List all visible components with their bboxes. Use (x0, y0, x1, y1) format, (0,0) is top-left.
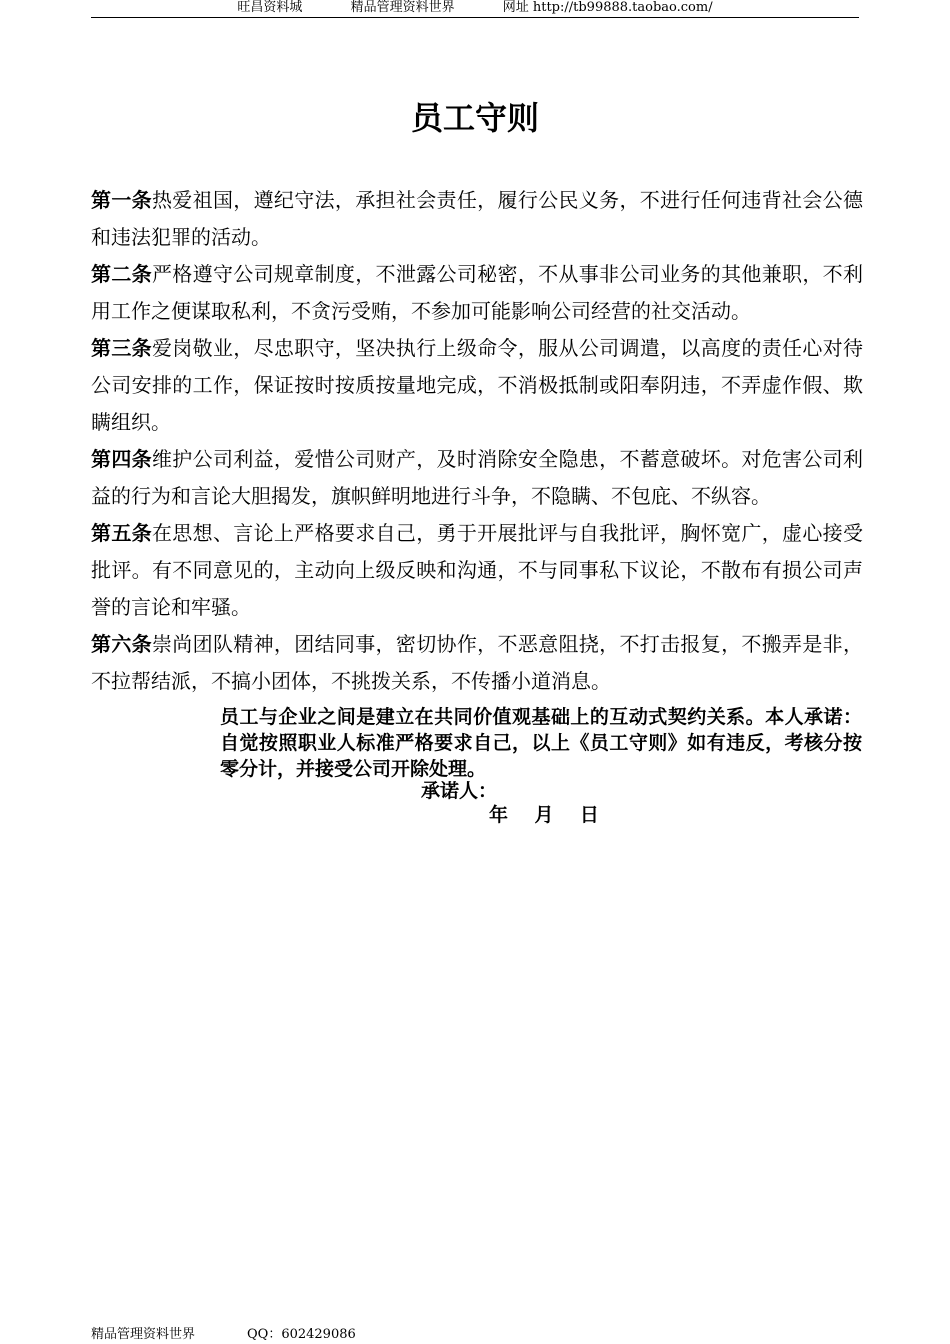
article-text: 维护公司利益，爱惜公司财产，及时消除安全隐患，不蓄意破坏。对危害公司利益的行为和言论大胆揭发，旗帜鲜明地进行斗争，不隐瞒、不包庇、不纵容。 (91, 447, 864, 508)
article-number: 第五条 (91, 521, 152, 545)
footer-qq: QQ：602429086 (247, 1327, 356, 1342)
header-shop-name: 旺昌资料城 (237, 0, 303, 15)
article-text: 爱岗敬业，尽忠职守，坚决执行上级命令，服从公司调遣，以高度的责任心对待公司安排的工作，保证按时按质按量地完成，不消极抵制或阳奉阴违，不弄虚作假、欺瞒组织。 (91, 336, 864, 434)
article-number: 第一条 (91, 188, 152, 212)
article-1 (91, 182, 863, 256)
article-6 (91, 626, 863, 700)
page-header (91, 0, 859, 18)
article-5 (91, 515, 863, 626)
article-text: 热爱祖国，遵纪守法，承担社会责任，履行公民义务，不进行任何违背社会公德和违法犯罪的活动。 (91, 188, 864, 249)
article-2 (91, 256, 863, 330)
article-4 (91, 441, 863, 515)
article-text: 崇尚团队精神，团结同事，密切协作，不恶意阻挠，不打击报复，不搬弄是非，不拉帮结派，不搞小团体，不挑拨关系，不传播小道消息。 (91, 632, 864, 693)
page-footer (91, 1327, 356, 1343)
header-slogan: 精品管理资料世界 (350, 0, 455, 15)
article-list (91, 182, 863, 700)
document-title: 员工守则 (410, 99, 539, 137)
signer-label: 承诺人： (421, 780, 498, 802)
footer-site-name: 精品管理资料世界 (91, 1327, 196, 1342)
header-url: 网址 http://tb99888.taobao.com/ (502, 0, 713, 15)
article-text: 严格遵守公司规章制度，不泄露公司秘密，不从事非公司业务的其他兼职，不利用工作之便谋取私利，不贪污受贿，不参加可能影响公司经营的社交活动。 (91, 262, 864, 323)
date-line: 年 月 日 (489, 804, 599, 826)
article-text: 在思想、言论上严格要求自己，勇于开展批评与自我批评，胸怀宽广，虚心接受批评。有不同意见的，主动向上级反映和沟通，不与同事私下议论，不散布有损公司声誉的言论和牢骚。 (91, 521, 864, 619)
article-number: 第四条 (91, 447, 152, 471)
article-3 (91, 330, 863, 441)
article-number: 第三条 (91, 336, 152, 360)
promise-statement: 员工与企业之间是建立在共同价值观基础上的互动式契约关系。本人承诺：自觉按照职业人标准严格要求自己，以上《员工守则》如有违反，考核分按零分计，并接受公司开除处理。 (220, 706, 862, 780)
article-number: 第六条 (91, 632, 152, 656)
article-number: 第二条 (91, 262, 152, 286)
